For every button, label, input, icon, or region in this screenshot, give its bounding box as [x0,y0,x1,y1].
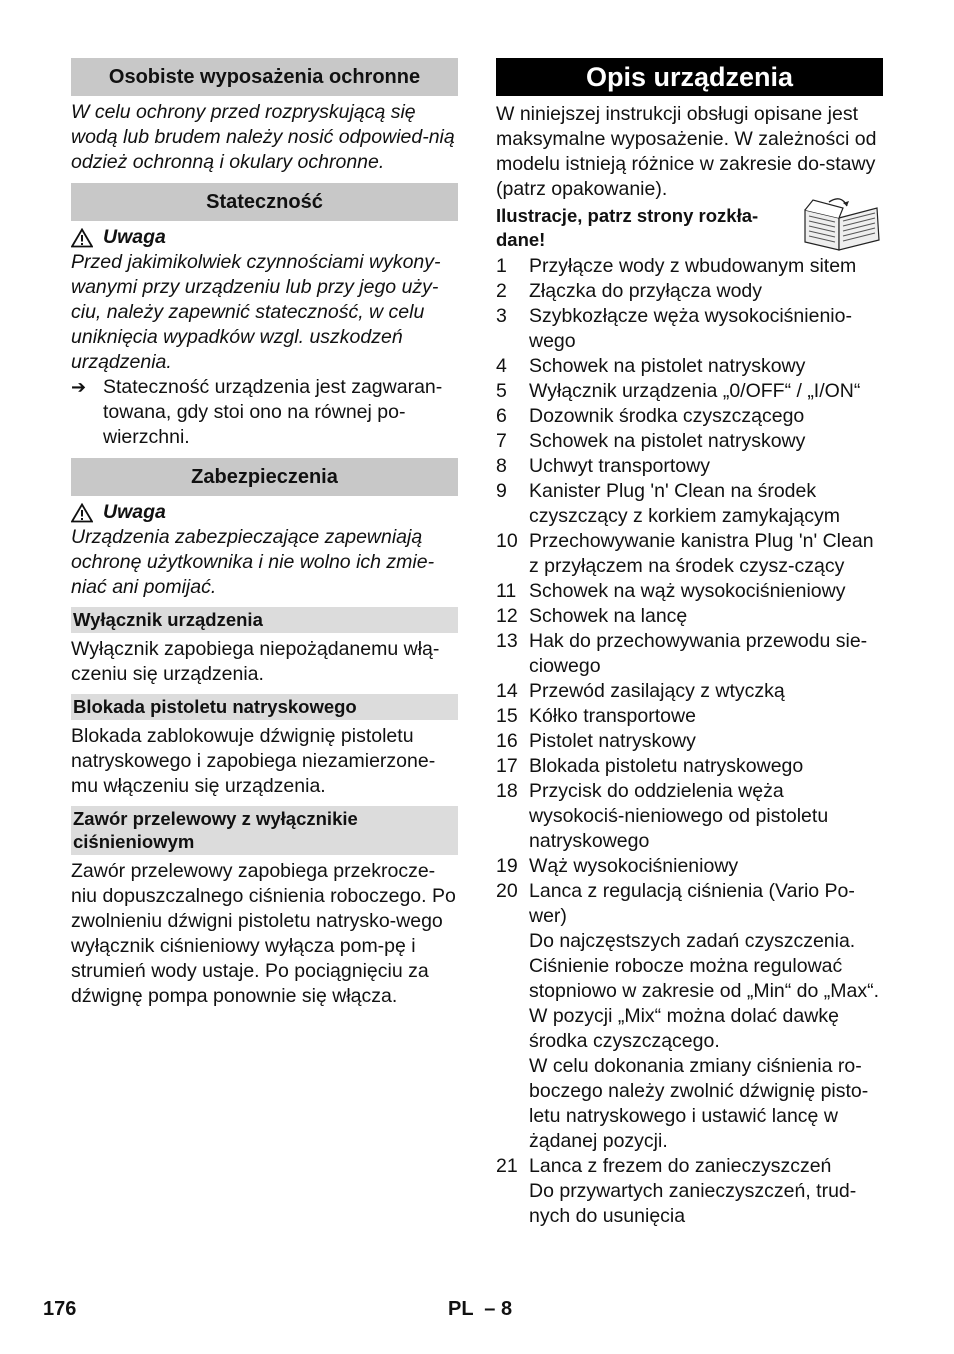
list-item-label: Blokada pistoletu natryskowego [529,755,804,777]
list-item-text [529,479,883,529]
list-item-number: 1 [496,255,507,277]
list-item-text [529,404,883,429]
list-item-text [529,429,883,454]
list-item-number: 19 [496,855,518,877]
list-item-text [529,729,883,754]
list-item-label: Schowek na wąż wysokociśnieniowy [529,580,846,602]
list-item-label: Dozownik środka czyszczącego [529,405,805,427]
warning-label-safety [71,500,458,525]
list-item [496,479,883,529]
warning-triangle-icon [71,503,93,523]
list-item-label: Uchwyt transportowy [529,455,710,477]
list-item [496,279,883,304]
list-item-text [529,854,883,879]
list-item-number: 16 [496,730,518,752]
list-item [496,629,883,679]
list-item-label: Lanca z frezem do zanieczyszczeń [529,1155,832,1177]
list-item-label: Kanister Plug 'n' Clean na środek czyszczący z korkiem zamykającym [529,480,840,527]
list-item-number: 10 [496,530,518,552]
list-item-text [529,304,883,354]
heading-overflow-valve: Zawór przelewowy z wyłącznikie ciśnieniowym [71,806,458,855]
list-item-number: 8 [496,455,507,477]
list-item-number: 13 [496,630,518,652]
list-item [496,729,883,754]
heading-safety-devices: Zabezpieczenia [71,458,458,496]
list-item [496,304,883,354]
list-item-description: Do przywartych zanieczyszczeń, trud-nych do usunięcia [529,1180,857,1227]
stability-note-text: Stateczność urządzenia jest zagwaran-towana, gdy stoi ono na równej po-wierzchni. [103,376,443,448]
list-item-description: Do najczęstszych zadań czyszczenia. Ciśnienie robocze można regulować stopniowo w zakresie od „Min“ do „Max“. W pozycji „Mix“ można dolać dawkę środka czyszczącego. [529,930,880,1052]
list-item-number: 14 [496,680,518,702]
list-item [496,579,883,604]
list-item-number: 9 [496,480,507,502]
list-item-label: Schowek na pistolet natryskowy [529,355,806,377]
list-item-text [529,1154,883,1229]
heading-protective-equipment: Osobiste wyposażenia ochronne [71,58,458,96]
list-item [496,1154,883,1229]
stability-note [71,375,458,450]
list-item [496,404,883,429]
list-item-text [529,879,883,1154]
list-item-text [529,604,883,629]
list-item-text [529,279,883,304]
list-item [496,754,883,779]
list-item-number: 17 [496,755,518,777]
illustrations-note [496,204,883,252]
list-item-label: Lanca z regulacją ciśnienia (Vario Po-wer) [529,880,855,927]
list-item-text [529,529,883,579]
illustrations-note-text: Ilustracje, patrz strony rozkła-dane! [496,205,759,250]
warning-text: Uwaga [103,501,166,523]
device-description-title: Opis urządzenia [496,58,883,96]
arrow-right-icon: ➔ [71,377,87,397]
list-item-number: 3 [496,305,507,327]
list-item [496,354,883,379]
list-item-label: Pistolet natryskowy [529,730,696,752]
list-item-description: W celu dokonania zmiany ciśnienia ro-boczego należy zwolnić dźwignię pisto-letu natryskowego i ustawić lancę w żądanej pozycji. [529,1055,869,1152]
list-item [496,529,883,579]
list-item-number: 21 [496,1155,518,1177]
list-item [496,254,883,279]
list-item-text [529,679,883,704]
list-item [496,704,883,729]
list-item-number: 6 [496,405,507,427]
list-item-text [529,629,883,679]
warning-triangle-icon [71,228,93,248]
list-item-label: Złączka do przyłącza wody [529,280,763,302]
list-item-label: Przyłącze wody z wbudowanym sitem [529,255,857,277]
list-item-label: Wyłącznik urządzenia „0/OFF“ / „I/ON“ [529,380,861,402]
list-item-label: Szybkozłącze węża wysokociśnienio-wego [529,305,852,352]
list-item [496,379,883,404]
overflow-valve-text: Zawór przelewowy zapobiega przekrocze-niu dopuszczalnego ciśnienia roboczego. Po zwolnieniu dźwigni pistoletu natrysko-wego wyłącznik ciśnieniowy wyłącza pom-pę i strumień wody ustaje. Po pociągnięciu za dźwignę pompa ponownie się włącza. [71,860,456,1007]
list-item-label: Przewód zasilający z wtyczką [529,680,785,702]
right-column [496,58,883,1229]
list-item-number: 11 [496,580,517,602]
list-item-number: 2 [496,280,507,302]
list-item-number: 4 [496,355,507,377]
list-item-text [529,704,883,729]
warning-label-stability [71,225,458,250]
list-item-label: Schowek na lancę [529,605,688,627]
list-item-number: 5 [496,380,507,402]
list-item-number: 7 [496,430,507,452]
list-item-label: Hak do przechowywania przewodu sie-ciowego [529,630,868,677]
list-item-label: Wąż wysokociśnieniowy [529,855,739,877]
list-item-text [529,354,883,379]
device-switch-text: Wyłącznik zapobiega niepożądanemu włą-czeniu się urządzenia. [71,638,440,685]
list-item-text [529,379,883,404]
list-item-number: 20 [496,880,518,902]
page-number: 176 [43,1298,77,1320]
list-item-label: Kółko transportowe [529,705,696,727]
list-item-label: Przycisk do oddzielenia węża wysokociś-nieniowego od pistoletu natryskowego [529,780,829,852]
list-item-label: Schowek na pistolet natryskowy [529,430,806,452]
list-item [496,854,883,879]
trigger-lock-text: Blokada zablokowuje dźwignię pistoletu natryskowego i zapobiega niezamierzone-mu włączeniu się urządzenia. [71,725,436,797]
list-item-text [529,779,883,854]
component-list [496,254,883,1229]
heading-trigger-lock: Blokada pistoletu natryskowego [71,694,458,720]
language-page-indicator: PL – 8 [448,1298,513,1320]
list-item-text [529,454,883,479]
list-item-number: 15 [496,705,518,727]
list-item [496,454,883,479]
heading-stability: Stateczność [71,183,458,221]
list-item [496,879,883,1154]
open-book-icon [799,196,883,252]
list-item [496,679,883,704]
left-column [71,58,458,1009]
list-item-number: 12 [496,605,518,627]
list-item-text [529,579,883,604]
list-item [496,429,883,454]
list-item-label: Przechowywanie kanistra Plug 'n' Clean z przyłączem na środek czysz-czący [529,530,874,577]
intro-text: W niniejszej instrukcji obsługi opisane jest maksymalne wyposażenie. W zależności od modelu istnieją różnice w zakresie do-stawy (patrz opakowanie). [496,103,877,200]
list-item [496,779,883,854]
stability-text: Przed jakimikolwiek czynnościami wykony-wanymi przy urządzeniu lub przy jego uży-ciu, należy zapewnić stateczność, w celu uniknięcia wypadków wzgl. uszkodzeń urządzenia. [71,251,441,373]
heading-device-switch: Wyłącznik urządzenia [71,607,458,633]
safety-devices-text: Urządzenia zabezpieczające zapewniają ochronę użytkownika i nie wolno ich zmie-niać ani pomijać. [71,526,435,598]
protective-equipment-text: W celu ochrony przed rozpryskującą się wodą lub brudem należy nosić odpowied-nią odzież ochronną i okulary ochronne. [71,101,455,173]
warning-text: Uwaga [103,226,166,248]
list-item-text [529,754,883,779]
list-item-number: 18 [496,780,518,802]
list-item-text [529,254,883,279]
list-item [496,604,883,629]
